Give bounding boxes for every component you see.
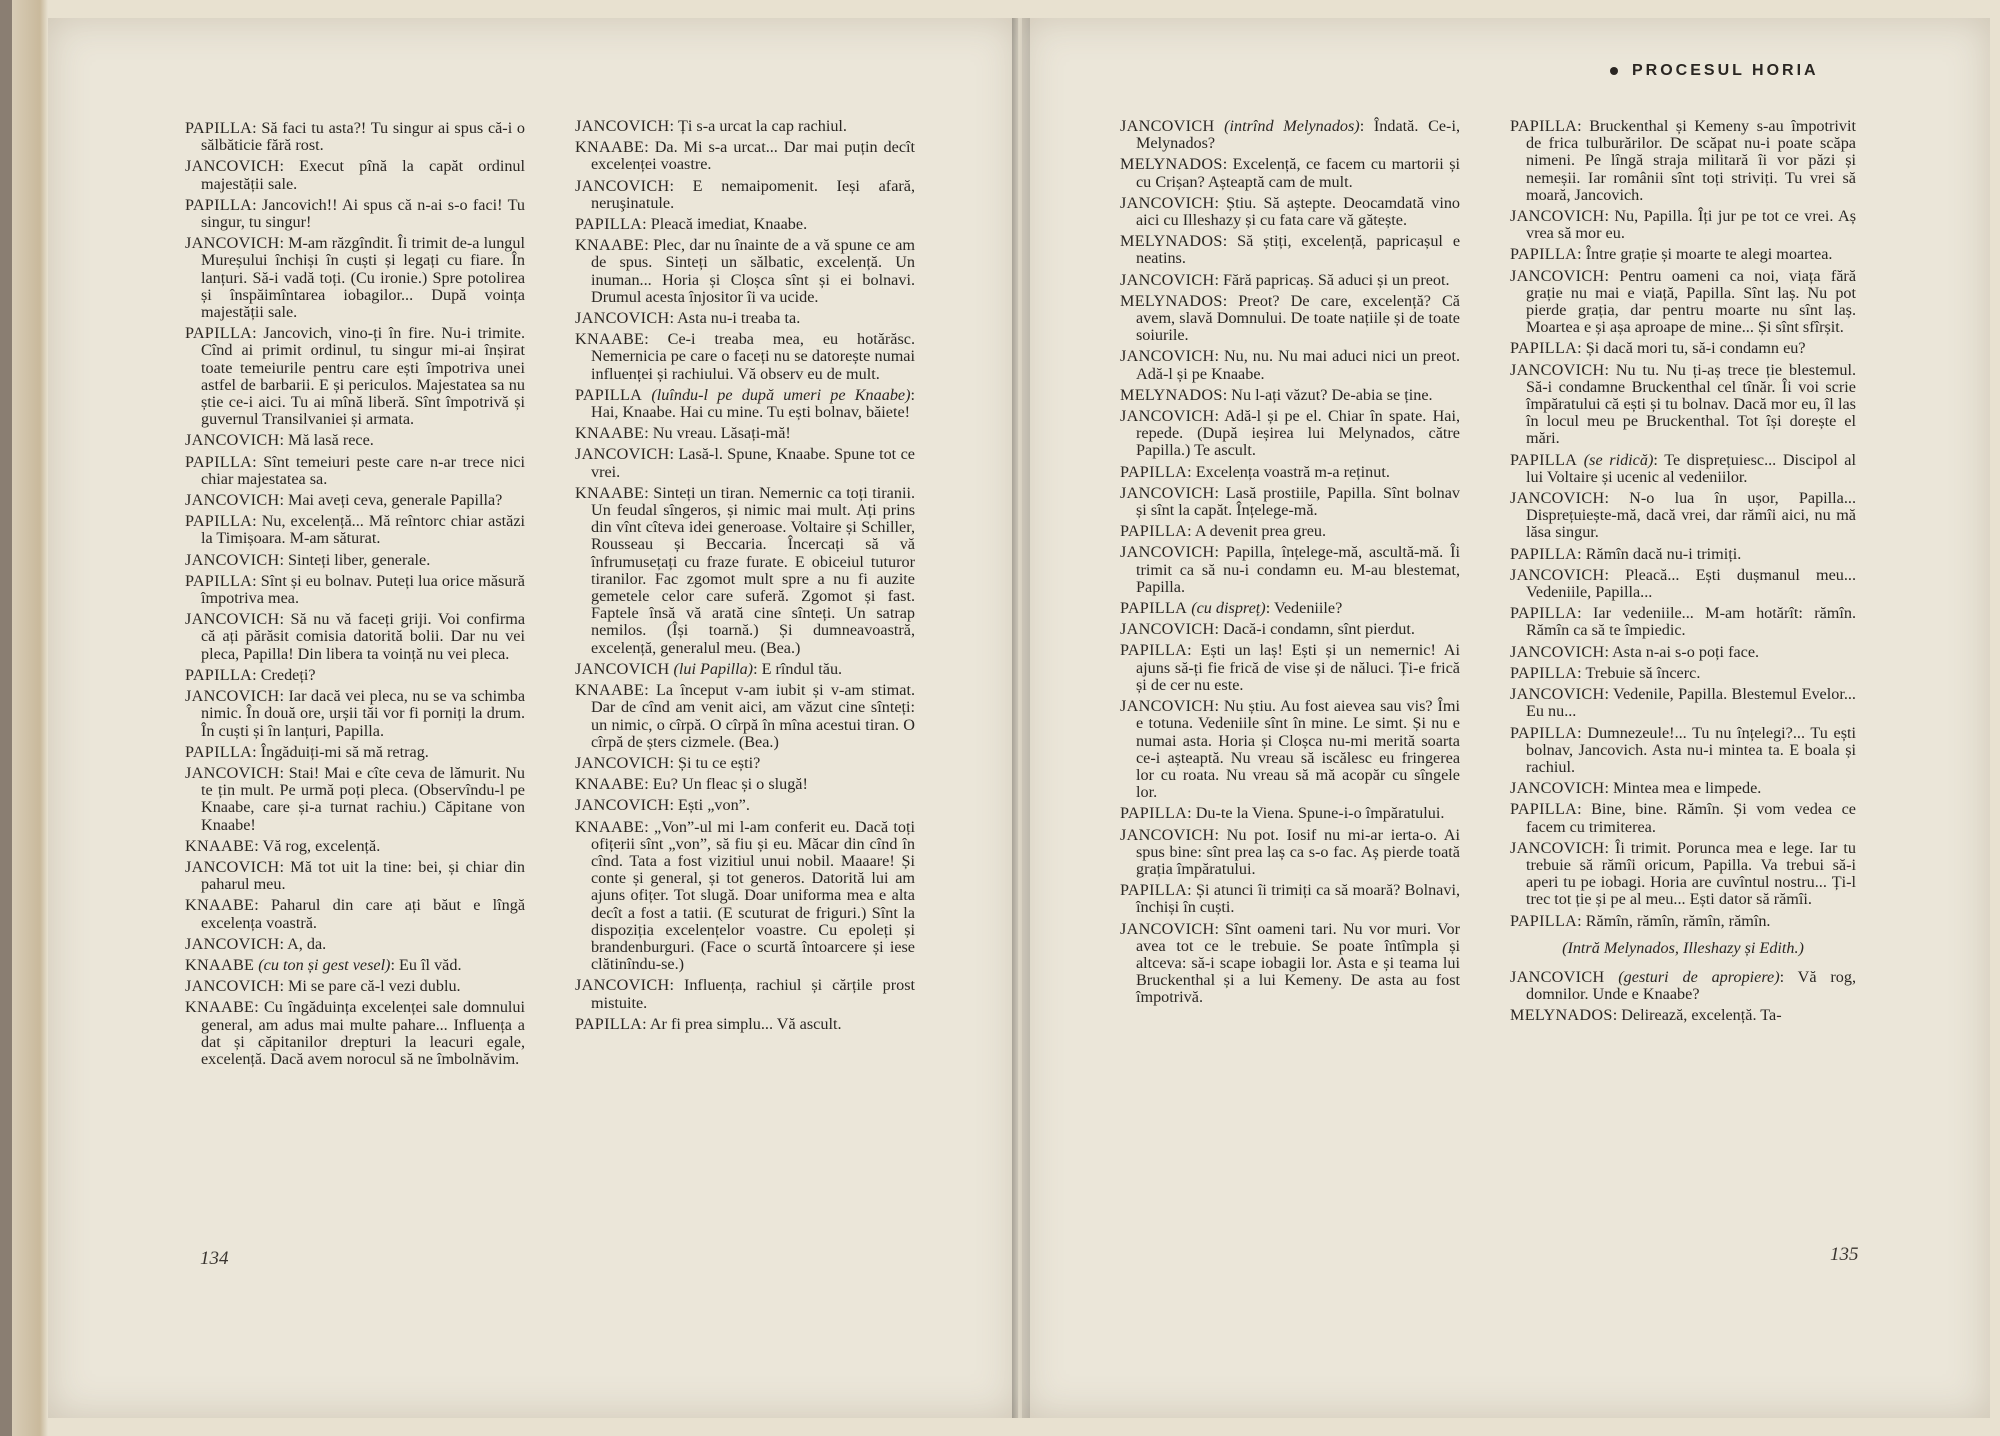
speaker-name: PAPILLA [1510,450,1578,469]
speaker-name: JANCOVICH [1510,266,1605,285]
dialogue-line: JANCOVICH: Nu pot. Iosif nu mi-ar ierta-o. Ai spus bine: sînt prea laș ca s-o fac. Aș pierde toată grația împăratului. [1120,825,1460,878]
line-text: Lasă prostiile, Papilla. Sînt bolnav și sînt la capăt. Înțelege-mă. [1136,483,1461,520]
line-text: Preot? De care, excelență? Că avem, slavă Domnului. De toate națiile și de toate soiurile. [1136,291,1460,345]
line-text: A, da. [287,934,327,953]
speaker-name: MELYNADOS [1120,291,1223,310]
line-text: Asta nu-i treaba ta. [677,309,801,328]
dialogue-line: KNAABE: Nu vreau. Lăsați-mă! [575,424,791,443]
line-text: N-o lua în ușor, Papilla... Disprețuiește-mă, dacă vrei, dar rămîi aici, nu mă lăsa singur. [1526,489,1857,542]
line-text: Și dacă mori tu, să-i condamn eu? [1585,339,1806,358]
dialogue-line: KNAABE: Ce-i treaba mea, eu hotărăsc. Nemernicia pe care o faceți nu se datorește numai influenței și rachiului. Vă observ eu de mult. [575,330,916,383]
dialogue-line: JANCOVICH: Pleacă... Ești dușmanul meu... Vedeniile, Papilla... [1510,565,1856,602]
dialogue-line: KNAABE: Paharul din care ați băut e lîngă excelența voastră. [185,896,526,932]
dialogue-line: KNAABE: Plec, dar nu înainte de a vă spune ce am de spus. Sinteți un sălbatic, excelență. Un inuman... Horia și Cloșca sînt și ei bolnavi. Drumul acesta înjositor îi va ucide. [575,236,915,306]
line-text: Hai, Knaabe. Hai cu mine. Tu ești bolnav, băiete! [591,403,911,422]
speaker-name: JANCOVICH [1120,620,1215,639]
line-text: Nu, Papilla. Îți jur pe tot ce vrei. Aș vrea să mor eu. [1526,207,1856,243]
dialogue-line: KNAABE (cu ton și gest vesel): Eu îl văd. [185,955,462,974]
speaker-name: JANCOVICH [1510,207,1605,226]
dialogue-line: JANCOVICH (gesturi de apropiere): Vă rog, domnilor. Unde e Knaabe? [1510,967,1857,1004]
speaker-name: JANCOVICH [1510,779,1605,798]
speaker-name: JANCOVICH [575,445,670,464]
line-text: Excelența voastră m-a reținut. [1195,462,1390,481]
speaker-name: PAPILLA [185,119,253,137]
speaker-name: JANCOVICH [1510,685,1605,704]
dialogue-line: JANCOVICH: Adă-l și pe el. Chiar în spate. Hai, repede. (După ieșirea lui Melynados, către Papilla.) Te ascult. [1120,407,1460,460]
dialogue-line: JANCOVICH: Lasă-l. Spune, Knaabe. Spune tot ce vrei. [575,445,915,481]
line-text: Jancovich!! Ai spus că n-ai s-o faci! Tu singur, tu singur! [201,195,525,232]
dialogue-line: JANCOVICH: Știu. Să aștepte. Deocamdată vino aici cu Illeshazy și cu fata care vă gătește. [1120,193,1461,230]
dialogue-line: PAPILLA: Dumnezeule!... Tu nu înțelegi?... Tu ești bolnav, Jancovich. Asta nu-i mintea ta. E boala și rachiul. [1510,723,1856,776]
speaker-name: JANCOVICH [1120,347,1215,366]
dialogue-line: JANCOVICH (intrînd Melynados): Îndată. Ce-i, Melynados? [1120,117,1460,153]
speaker-name: KNAABE [185,998,255,1017]
dialogue-line: PAPILLA: Sînt temeiuri peste care n-ar trece nici chiar majestatea sa. [185,452,526,488]
line-text: Paharul din care ați băut e lîngă excelența voastră. [201,896,526,932]
dialogue-line: KNAABE: Vă rog, excelență. [185,836,381,855]
line-text: Pleacă imediat, Knaabe. [650,215,808,234]
speaker-name: KNAABE [185,955,255,974]
line-text: Delirează, excelență. Ta- [1621,1006,1782,1025]
dialogue-line: PAPILLA: Pleacă imediat, Knaabe. [575,215,808,234]
line-text: Sînt oameni tari. Nu vor muri. Vor avea tot ce le trebuie. Se poate întîmpla și altceva: să-i scape iobagii lor. Asta e și teama lui Bruckenthal și a lui Kemeny. De asta au fost împotrivă. [1136,919,1460,1007]
dialogue-line: PAPILLA (se ridică): Te disprețuiesc... Discipol al lui Voltaire și ucenic al vedeniilor. [1510,450,1856,486]
dialogue-line: JANCOVICH: Nu, nu. Nu mai aduci nici un preot. Adă-l și pe Knaabe. [1120,347,1460,383]
speaker-name: JANCOVICH [185,157,280,176]
line-text: Cu îngăduința excelenței sale domnului general, am adus mai multe pahare... Influența a dat și căpitanilor drepturi la leacuri egale, excelență. Dacă avem norocul să ne îmbolnăvim. [201,998,526,1068]
speaker-name: JANCOVICH [1510,642,1605,661]
speaker-name: PAPILLA [185,665,253,684]
speaker-name: JANCOVICH [575,659,670,678]
dialogue-line: PAPILLA: Îngăduiți-mi să mă retrag. [185,742,429,761]
line-text: „Von”-ul mi l-am conferit eu. Dacă toți ofițerii sînt „von”, să fiu și eu. Măcar din cînd în cînd. Tata a fost vizitiul unui nobil. Maaare! Și conte și general, și tot generos. Datorită lui am ajuns ofițer. Tot slugă. Doar uniforma mea e alta decît a fost a tatii. (E scuturat de friguri.) Sînt la dispoziția excelențelor voastre. Cu epoleți și brandenburguri. (Face o scurtă întoarcere și iese clătinîndu-se.) [591,817,915,974]
dialogue-line: PAPILLA: Ar fi prea simplu... Vă ascult. [575,1014,842,1033]
speaker-name: PAPILLA [1120,881,1188,900]
speaker-name: JANCOVICH [575,796,670,815]
dialogue-line: PAPILLA (cu dispreț): Vedeniile? [1120,599,1343,618]
speaker-name: PAPILLA [1510,604,1578,623]
line-text: Sinteți liber, generale. [287,550,431,569]
speaker-name: PAPILLA [1120,804,1188,823]
line-text: Sînt temeiuri peste care n-ar trece nici chiar majestatea sa. [201,452,526,488]
dialogue-line: JANCOVICH: Mi se pare că-l vezi dublu. [185,977,461,996]
speaker-name: JANCOVICH [1120,193,1215,212]
dialogue-line: PAPILLA: Jancovich, vino-ți în fire. Nu-i trimite. Cînd ai primit ordinul, tu singur mi-ai înșirat toate temeiurile pentru care ești împotriva unei astfel de barbarii. E și periculos. Majestatea sa nu știe ce-i aici. Tu ai mînă liberă. Sînt împotrivă și guvernul Transilvaniei și armata. [185,324,525,429]
line-text: Bruckenthal și Kemeny s-au împotrivit de frica tulburărilor. De scăpat nu-i poate scăpa nimeni. Pe lîngă straja militară îi vor păzi și nemeșii. Iar românii sînt toți striviți. Tu vrei să moară, Jancovich. [1526,117,1857,204]
dialogue-line: PAPILLA: Sînt și eu bolnav. Puteți lua orice măsură împotriva mea. [185,571,525,608]
dialogue-line [1510,940,1856,957]
line-text: Ești un laș! Ești și un nemernic! Ai ajuns să-ți fie frică de vise și de năluci. Ți-e frică și de cer nu este. [1136,641,1460,694]
dialogue-line: JANCOVICH: Execut pînă la capăt ordinul majestății sale. [185,157,526,193]
column-4 [1510,118,1856,1029]
dialogue-line: JANCOVICH: Iar dacă vei pleca, nu se va schimba nimic. În două ore, urșii tăi vor fi porniți la drum. În cuști și în lanțuri, Papilla. [185,687,525,740]
line-text: Nu l-ați văzut? De-abia se ține. [1231,385,1433,404]
line-text: Mă lasă rece. [287,431,374,450]
speaker-name: JANCOVICH [1120,543,1215,562]
dialogue-line: PAPILLA: Ești un laș! Ești și un nemernic! Ai ajuns să-ți fie frică de vise și de năluci. Ți-e frică și de cer nu este. [1120,641,1460,694]
speaker-name: PAPILLA [1510,663,1578,682]
dialogue-line: MELYNADOS: Preot? De care, excelență? Că avem, slavă Domnului. De toate națiile și de toate soiurile. [1120,291,1460,345]
line-text: Papilla, înțelege-mă, ascultă-mă. Îi trimit ca să nu-i condamn eu. M-au blestemat, Papilla. [1136,543,1460,596]
speaker-name: KNAABE [575,424,645,443]
speaker-name: JANCOVICH [1120,825,1215,844]
line-text: Adă-l și pe el. Chiar în spate. Hai, repede. (După ieșirea lui Melynados, către Papilla.) Te ascult. [1136,407,1460,460]
column-1 [185,120,525,1072]
speaker-name: JANCOVICH [575,309,670,328]
line-text: Te disprețuiesc... Discipol al lui Voltaire și ucenic al vedeniilor. [1526,450,1856,486]
line-text: Nu vreau. Lăsați-mă! [652,424,791,443]
line-text: Eu îl văd. [399,955,462,974]
dialogue-line: PAPILLA: Jancovich!! Ai spus că n-ai s-o faci! Tu singur, tu singur! [185,195,525,232]
line-text: Fără papricaș. Să aduci și un preot. [1222,270,1450,289]
dialogue-line: PAPILLA: A devenit prea greu. [1120,522,1327,541]
speaker-name: MELYNADOS [1510,1006,1613,1025]
dialogue-line: KNAABE: Sinteți un tiran. Nemernic ca toți tiranii. Un feudal sîngeros, și nimic mai mult. Ați prins din vînt cîteva idei generoase. Voltaire și Schiller, Rousseau și Beccaria. Încercați să vă înfrumusețați cu fraze furate. E obiceiul tuturor tiranilor. Fac zgomot mult spre a nu fi auzite gemetele celor care suferă. Zgomot și fast. Faptele însă vă arată cine sînteți. Un satrap nemilos. (Își toarnă.) Și dumneavoastră, excelență, generalul meu. (Bea.) [575,483,915,657]
dialogue-line: KNAABE: La început v-am iubit și v-am stimat. Dar de cînd am venit aici, am văzut cine sînteți: un nimic, o cîrpă. O cîrpă în mîna acestui tiran. O cîrpă de șters cizmele. (Bea.) [575,681,915,751]
dialogue-line: JANCOVICH (lui Papilla): E rîndul tău. [575,659,843,678]
speaker-name: PAPILLA [1510,339,1578,358]
line-text: Știu. Să aștepte. Deocamdată vino aici cu Illeshazy și cu fata care vă gătește. [1136,193,1461,230]
line-text: Dumnezeule!... Tu nu înțelegi?... Tu ești bolnav, Jancovich. Asta nu-i mintea ta. E boala și rachiul. [1526,723,1856,776]
speaker-name: KNAABE [185,836,255,855]
dialogue-line: JANCOVICH: Dacă-i condamn, sînt pierdut. [1120,620,1415,639]
dialogue-line: JANCOVICH: Mai aveți ceva, generale Papilla? [185,491,503,510]
speaker-name: PAPILLA [185,195,253,214]
header-title: PROCESUL HORIA [1632,62,1819,79]
dialogue-line: JANCOVICH: Asta n-ai s-o poți face. [1510,642,1760,661]
dialogue-line: PAPILLA: Să faci tu asta?! Tu singur ai spus că-i o sălbăticie fără rost. [185,119,526,155]
dialogue-line: KNAABE: Cu îngăduința excelenței sale domnului general, am adus mai multe pahare... Influența a dat și căpitanilor drepturi la leacuri egale, excelență. Dacă avem norocul să ne îmbolnăvim. [185,998,526,1068]
speaker-name: PAPILLA [1510,800,1578,819]
bullet-icon [1610,67,1618,75]
speaker-name: JANCOVICH [185,491,280,510]
speaker-name: JANCOVICH [185,934,280,953]
speaker-name: PAPILLA [575,385,643,404]
speaker-name: JANCOVICH [575,976,670,995]
dialogue-line: JANCOVICH: Nu, Papilla. Îți jur pe tot ce vrei. Aș vrea să mor eu. [1510,207,1856,243]
dialogue-line: PAPILLA: Iar vedeniile... M-am hotărît: rămîn. Rămîn ca să te împiedic. [1510,604,1856,640]
speaker-name: JANCOVICH [185,977,280,996]
speaker-name: KNAABE [575,138,645,157]
speaker-name: JANCOVICH [1510,967,1605,986]
dialogue-line: JANCOVICH: Mă tot uit la tine: bei, și chiar din paharul meu. [185,857,525,894]
dialogue-line: JANCOVICH: Sinteți liber, generale. [185,550,431,569]
page-number-left: 134 [200,1248,229,1269]
line-text: Și atunci îi trimiți ca să moară? Bolnavi, închiși în cuști. [1136,881,1460,917]
line-text: Vedeniile? [1273,599,1343,618]
line-text: Pentru oameni ca noi, viața fără grație nu mai e viață, Papilla. Sînt laș. Nu pot pierde grația, dar pentru moarte nu sînt laș. Moartea e și așa aproape de mine... Și sînt sfîrșit. [1526,266,1857,337]
line-text: Du-te la Viena. Spune-i-o împăratului. [1195,804,1445,823]
dialogue-line: PAPILLA: Nu, excelență... Mă reîntorc chiar astăzi la Timișoara. M-am săturat. [185,512,525,548]
dialogue-line: PAPILLA: Și dacă mori tu, să-i condamn eu? [1510,339,1806,358]
line-text: Ți s-a urcat la cap rachiul. [677,117,847,135]
dialogue-line: KNAABE: Da. Mi s-a urcat... Dar mai puțin decît excelenței voastre. [575,138,916,174]
dialogue-line: PAPILLA: Excelența voastră m-a reținut. [1120,462,1390,481]
dialogue-line: JANCOVICH: N-o lua în ușor, Papilla... Disprețuiește-mă, dacă vrei, dar rămîi aici, nu mă lăsa singur. [1510,489,1857,542]
dialogue-line: PAPILLA: Trebuie să încerc. [1510,663,1701,682]
dialogue-line: JANCOVICH: Influența, rachiul și cărțile prost mistuite. [575,976,916,1012]
page-number-right: 135 [1830,1244,1859,1265]
speaker-name: JANCOVICH [185,857,280,876]
speaker-name: JANCOVICH [1120,117,1215,135]
dialogue-line: JANCOVICH: M-am răzgîndit. Îi trimit de-a lungul Mureșului închiși în cuști și legați cu fiare. În lanțuri. Să-i vadă toți. (Cu ironie.) Spre potolirea și înspăimîntarea iobagilor... După voința majestății sale. [185,234,525,322]
line-text: Asta n-ai s-o poți face. [1612,642,1760,661]
line-text: Mi se pare că-l vezi dublu. [287,977,461,996]
speaker-name: KNAABE [575,681,645,700]
dialogue-line: JANCOVICH: Papilla, înțelege-mă, ascultă-mă. Îi trimit ca să nu-i condamn eu. M-au blestemat, Papilla. [1120,543,1460,596]
speaker-name: MELYNADOS [1120,232,1223,251]
dialogue-line: JANCOVICH: Sînt oameni tari. Nu vor muri. Vor avea tot ce le trebuie. Se poate întîmpla și altceva: să-i scape iobagii lor. Asta e și teama lui Bruckenthal și a lui Kemeny. De asta au fost împotrivă. [1120,919,1460,1007]
speaker-name: PAPILLA [185,512,253,531]
line-text: Pleacă... Ești dușmanul meu... Vedeniile, Papilla... [1526,565,1856,602]
line-text: Mă tot uit la tine: bei, și chiar din paharul meu. [201,857,525,894]
dialogue-line: JANCOVICH: Vedenile, Papilla. Blestemul Evelor... Eu nu... [1510,685,1856,721]
dialogue-line: JANCOVICH: Mintea mea e limpede. [1510,779,1762,798]
line-text: Plec, dar nu înainte de a vă spune ce am de spus. Sinteți un sălbatic, excelență. Un inuman... Horia și Cloșca sînt și ei bolnavi. Drumul acesta înjositor îi va ucide. [591,236,915,306]
speaker-name: JANCOVICH [1120,483,1215,502]
dialogue-line: JANCOVICH: Nu tu. Nu ți-aș trece ție blestemul. Să-i condamne Bruckenthal cel tînăr. Îi voi scrie împăratului că ești și tu bolnav. Dacă mor eu, îl las în locul meu pe Bruckenthal. Tot își dorește el mări. [1510,360,1857,448]
line-text: Rămîn, rămîn, rămîn, rămîn. [1585,911,1771,930]
line-text: Ești „von”. [677,796,750,815]
dialogue-line: JANCOVICH: Și tu ce ești? [575,753,761,772]
stage-direction: (intrînd Melynados) [1224,117,1360,135]
line-text: Vă rog, domnilor. Unde e Knaabe? [1526,967,1857,1004]
dialogue-line: JANCOVICH: Pentru oameni ca noi, viața fără grație nu mai e viață, Papilla. Sînt laș. Nu pot pierde grația, dar pentru moarte nu sînt laș. Moartea e și așa aproape de mine... Și sînt sfîrșit. [1510,266,1857,337]
line-text: E rîndul tău. [761,659,843,678]
speaker-name: PAPILLA [575,1014,643,1033]
line-text: M-am răzgîndit. Îi trimit de-a lungul Mureșului închiși în cuști și legați cu fiare. În lanțuri. Să-i vadă toți. (Cu ironie.) Spre potolirea și înspăimîntarea iobagilor... După voința majestății sale. [201,234,525,322]
line-text: Eu? Un fleac și o slugă! [652,775,808,794]
line-text: Nu știu. Au fost aievea sau vis? Îmi e totuna. Vedeniile sînt în mine. Le simt. Și nu e numai asta. Horia și Cloșca nu-mi merită soarta ce-i așteaptă. Nu vreau să iscălesc eu fringerea lor cu roata. Nu vreau să mă acopăr cu sîngele lor. [1136,697,1460,802]
line-text: Jancovich, vino-ți în fire. Nu-i trimite. Cînd ai primit ordinul, tu singur mi-ai înșirat toate temeiurile pentru care ești împotriva unei astfel de barbarii. E și periculos. Majestatea sa nu știe ce-i aici. Tu ai mînă liberă. Sînt împotrivă și guvernul Transilvaniei și armata. [201,324,525,429]
line-text: Iar dacă vei pleca, nu se va schimba nimic. În două ore, urșii tăi vor fi porniți la drum. În cuști și în lanțuri, Papilla. [201,687,525,740]
speaker-name: KNAABE [575,817,645,836]
dialogue-line: JANCOVICH: Nu știu. Au fost aievea sau vis? Îmi e totuna. Vedeniile sînt în mine. Le simt. Și nu e numai asta. Horia și Cloșca nu-mi merită soarta ce-i așteaptă. Nu vreau să iscălesc eu fringerea lor cu roata. Nu vreau să mă acopăr cu sîngele lor. [1120,697,1460,802]
speaker-name: PAPILLA [1510,723,1578,742]
speaker-name: MELYNADOS [1120,385,1223,404]
dialogue-line: PAPILLA: Rămîn, rămîn, rămîn, rămîn. [1510,911,1771,930]
speaker-name: JANCOVICH [575,117,670,135]
line-text: Dacă-i condamn, sînt pierdut. [1222,620,1415,639]
line-text: Vedenile, Papilla. Blestemul Evelor... Eu nu... [1526,685,1856,721]
dialogue-line: MELYNADOS: Excelență, ce facem cu martorii și cu Crișan? Așteaptă cam de mult. [1120,155,1460,191]
line-text: Ar fi prea simplu... Vă ascult. [649,1014,842,1033]
speaker-name: KNAABE [575,330,645,349]
dialogue-line: JANCOVICH: Ți s-a urcat la cap rachiul. [575,117,847,135]
speaker-name: PAPILLA [185,742,253,761]
speaker-name: JANCOVICH [185,687,280,706]
dialogue-line: MELYNADOS: Delirează, excelență. Ta- [1510,1006,1782,1025]
line-text: Trebuie să încerc. [1585,663,1701,682]
stage-direction: (lui Papilla) [673,659,754,678]
dialogue-line: JANCOVICH: Mă lasă rece. [185,431,374,450]
line-text: Execut pînă la capăt ordinul majestății sale. [201,157,526,193]
stage-direction: (luîndu-l pe după umeri pe Knaabe) [651,385,911,404]
dialogue-line: KNAABE: „Von”-ul mi l-am conferit eu. Dacă toți ofițerii sînt „von”, să fiu și eu. Măcar din cînd în cînd. Tata a fost vizitiul unui nobil. Maaare! Și conte și general, și tot generos. Datorită lui am ajuns ofițer. Tot slugă. Doar uniforma mea e alta decît a fost a tatii. (E scuturat de friguri.) Sînt la dispoziția excelențelor voastre. Cu epoleți și brandenburguri. (Face o scurtă întoarcere și iese clătinîndu-se.) [575,817,915,974]
dialogue-line: JANCOVICH: Fără papricaș. Să aduci și un preot. [1120,270,1450,289]
speaker-name: PAPILLA [1510,544,1578,563]
speaker-name: JANCOVICH [185,431,280,450]
stage-direction: (gesturi de apropiere) [1618,967,1780,986]
line-text: Îi trimit. Porunca mea e lege. Iar tu trebuie să rămîi oricum, Papilla. Va trebui să-i aperi tu pe iobagi. Horia are cuvîntul nostru... Ți-l trec tot ție și pe al meu... Ești dator să rămîi. [1526,838,1856,909]
running-header [1610,62,1819,80]
line-text: Rămîn dacă nu-i trimiți. [1585,544,1742,563]
line-text: Nu pot. Iosif nu mi-ar ierta-o. Ai spus bine: sînt prea laș ca s-o fac. Aș pierde toată grația împăratului. [1136,825,1460,878]
dialogue-line: PAPILLA: Credeți? [185,665,316,684]
speaker-name: KNAABE [185,896,255,915]
line-text: Lasă-l. Spune, Knaabe. Spune tot ce vrei. [591,445,915,481]
line-text: Să știți, excelență, papricașul e neatins. [1136,232,1461,268]
line-text: Mai aveți ceva, generale Papilla? [287,491,503,510]
dialogue-line: JANCOVICH: Să nu vă faceți griji. Voi confirma că ați părăsit comisia datorită bolii. Dar nu vei pleca, Papilla! Din libera ta voință nu vei pleca. [185,610,525,663]
speaker-name: PAPILLA [1510,911,1578,930]
line-text: Credeți? [260,665,316,684]
speaker-name: PAPILLA [575,215,643,234]
line-text: Îndată. Ce-i, Melynados? [1136,117,1460,153]
dialogue-line: KNAABE: Eu? Un fleac și o slugă! [575,775,808,794]
line-text: Îngăduiți-mi să mă retrag. [260,742,429,761]
line-text: Și tu ce ești? [677,753,761,772]
dialogue-line: MELYNADOS: Nu l-ați văzut? De-abia se ține. [1120,385,1433,404]
speaker-name: JANCOVICH [1120,919,1215,938]
speaker-name: PAPILLA [1510,117,1578,135]
speaker-name: PAPILLA [185,324,253,343]
line-text: Stai! Mai e cîte ceva de lămurit. Nu te țin mult. Pe urmă poți pleca. (Observîndu-l pe Knaabe, care și-a turnat rachiu.) Căpitane von Knaabe! [201,763,525,834]
speaker-name: PAPILLA [1120,599,1188,618]
speaker-name: JANCOVICH [575,176,670,195]
dialogue-line: PAPILLA: Du-te la Viena. Spune-i-o împăratului. [1120,804,1445,823]
speaker-name: PAPILLA [185,452,253,471]
speaker-name: JANCOVICH [1120,407,1215,426]
stage-direction: (cu ton și gest vesel) [258,955,391,974]
speaker-name: JANCOVICH [1120,697,1215,716]
speaker-name: KNAABE [575,775,645,794]
stage-direction: (Intră Melynados, Illeshazy și Edith.) [1562,938,1804,957]
speaker-name: PAPILLA [1120,462,1188,481]
line-text: Da. Mi s-a urcat... Dar mai puțin decît excelenței voastre. [591,138,916,174]
dialogue-line: PAPILLA (luîndu-l pe după umeri pe Knaabe): Hai, Knaabe. Hai cu mine. Tu ești bolnav, băiete! [575,385,916,422]
line-text: Sinteți un tiran. Nemernic ca toți tiranii. Un feudal sîngeros, și nimic mai mult. Ați prins din vînt cîteva idei generoase. Voltaire și Schiller, Rousseau și Beccaria. Încercați să vă înfrumusețați cu fraze furate. E obiceiul tuturor tiranilor. Fac zgomot mult spre a nu fi auzite gemetele celor care suferă. Zgomot și fast. Faptele însă vă arată cine sînteți. Un satrap nemilos. (Își toarnă.) Și dumneavoastră, excelență, generalul meu. (Bea.) [591,483,915,657]
line-text: La început v-am iubit și v-am stimat. Dar de cînd am venit aici, am văzut cine sînteți: un nimic, o cîrpă. O cîrpă în mîna acestui tiran. O cîrpă de șters cizmele. (Bea.) [591,681,915,751]
dialogue-line: JANCOVICH: Îi trimit. Porunca mea e lege. Iar tu trebuie să rămîi oricum, Papilla. Va trebui să-i aperi tu pe iobagi. Horia are cuvîntul nostru... Ți-l trec tot ție și pe al meu... Ești dator să rămîi. [1510,838,1856,909]
column-2 [575,118,915,1037]
dialogue-line: JANCOVICH: A, da. [185,934,327,953]
line-text: Ce-i treaba mea, eu hotărăsc. Nemernicia pe care o faceți nu se datorește numai influenței și rachiului. Vă observ eu de mult. [591,330,916,383]
speaker-name: PAPILLA [185,571,253,590]
speaker-name: KNAABE [575,483,645,502]
speaker-name: JANCOVICH [575,753,670,772]
line-text: Să faci tu asta?! Tu singur ai spus că-i o sălbăticie fără rost. [201,119,526,155]
dialogue-line: JANCOVICH: Lasă prostiile, Papilla. Sînt bolnav și sînt la capăt. Înțelege-mă. [1120,483,1461,520]
line-text: Sînt și eu bolnav. Puteți lua orice măsură împotriva mea. [201,571,525,608]
dialogue-line: PAPILLA: Și atunci îi trimiți ca să moară? Bolnavi, închiși în cuști. [1120,881,1460,917]
stage-direction: (se ridică) [1583,450,1654,469]
speaker-name: PAPILLA [1510,245,1578,264]
line-text: Bine, bine. Rămîn. Și vom vedea ce facem cu trimiterea. [1526,800,1856,836]
speaker-name: PAPILLA [1120,641,1188,660]
speaker-name: MELYNADOS [1120,155,1223,174]
line-text: E nemaipomenit. Ieși afară, neruşinatule. [591,176,916,212]
dialogue-line: PAPILLA: Bruckenthal și Kemeny s-au împotrivit de frica tulburărilor. De scăpat nu-i poate scăpa nimeni. Pe lîngă straja militară îi vor păzi și nemeșii. Iar românii sînt toți striviți. Tu vrei să moară, Jancovich. [1510,117,1857,204]
speaker-name: JANCOVICH [1510,489,1605,508]
dialogue-line: JANCOVICH: Stai! Mai e cîte ceva de lămurit. Nu te țin mult. Pe urmă poți pleca. (Observîndu-l pe Knaabe, care și-a turnat rachiu.) Căpitane von Knaabe! [185,763,525,834]
speaker-name: KNAABE [575,236,645,255]
line-text: Să nu vă faceți griji. Voi confirma că ați părăsit comisia datorită bolii. Dar nu vei pleca, Papilla! Din libera ta voință nu vei pleca. [201,610,525,663]
line-text: Vă rog, excelență. [262,836,381,855]
line-text: Excelență, ce facem cu martorii și cu Crișan? Așteaptă cam de mult. [1136,155,1460,191]
line-text: A devenit prea greu. [1194,522,1327,541]
dialogue-line: JANCOVICH: Asta nu-i treaba ta. [575,309,801,328]
book-gutter [1012,18,1030,1418]
line-text: Nu tu. Nu ți-aș trece ție blestemul. Să-i condamne Bruckenthal cel tînăr. Îi voi scrie împăratului că ești și tu bolnav. Dacă mor eu, îl las în locul meu pe Bruckenthal. Tot își dorește el mări. [1526,360,1857,448]
speaker-name: JANCOVICH [1510,565,1605,584]
speaker-name: JANCOVICH [1510,360,1605,379]
line-text: Mintea mea e limpede. [1612,779,1762,798]
dialogue-line: PAPILLA: Rămîn dacă nu-i trimiți. [1510,544,1742,563]
speaker-name: JANCOVICH [1120,270,1215,289]
speaker-name: PAPILLA [1120,522,1188,541]
line-text: Nu, excelență... Mă reîntorc chiar astăzi la Timișoara. M-am săturat. [201,512,525,548]
speaker-name: JANCOVICH [185,234,280,253]
speaker-name: JANCOVICH [185,763,280,782]
dialogue-line: PAPILLA: Bine, bine. Rămîn. Și vom vedea ce facem cu trimiterea. [1510,800,1856,836]
line-text: Influența, rachiul și cărțile prost mistuite. [591,976,916,1012]
dialogue-line: JANCOVICH: E nemaipomenit. Ieși afară, neruşinatule. [575,176,916,212]
line-text: Nu, nu. Nu mai aduci nici un preot. Adă-l și pe Knaabe. [1136,347,1460,383]
speaker-name: JANCOVICH [185,550,280,569]
line-text: Iar vedeniile... M-am hotărît: rămîn. Rămîn ca să te împiedic. [1526,604,1856,640]
dialogue-line: JANCOVICH: Ești „von”. [575,796,750,815]
dialogue-line: PAPILLA: Între grație și moarte te alegi moartea. [1510,245,1833,264]
dialogue-line: MELYNADOS: Să știți, excelență, papricașul e neatins. [1120,232,1461,268]
line-text: Între grație și moarte te alegi moartea. [1585,245,1833,264]
speaker-name: JANCOVICH [1510,838,1605,857]
column-3 [1120,118,1460,1011]
stage-direction: (cu dispreț) [1191,599,1266,618]
speaker-name: JANCOVICH [185,610,280,629]
